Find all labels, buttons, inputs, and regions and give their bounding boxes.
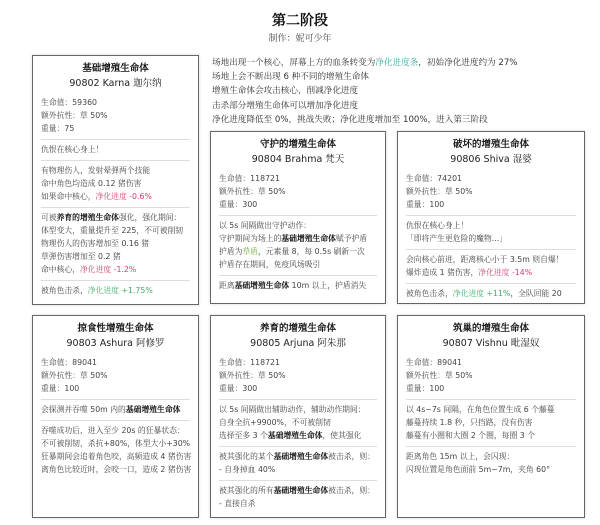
- divider: [406, 249, 576, 250]
- text-line: 草弹伤害增加至 0.2 猪: [41, 252, 121, 261]
- text-line: 以 4s~7s 间隔，在角色位置生成 6 个藤蔓: [406, 405, 555, 414]
- text-line: 「即将产生更危险的魔物...」: [406, 234, 507, 243]
- card-code: 90805 Arjuna 阿朱那: [250, 338, 346, 349]
- text-line: 有物理伤人，发射晕弹两个技能: [41, 166, 151, 175]
- text-line: 不可被削韧，杀抗+80%，体型大小+30%: [41, 439, 191, 448]
- stat-hp: 生命值：89041: [41, 358, 97, 367]
- text-line: 如果命中核心，净化进度 -0.6%: [41, 192, 152, 201]
- text-line: 藤蔓有小圈和大圈 2 个圈，每圈 3 个: [406, 431, 535, 440]
- text-line: 物理伤人的伤害增加至 0.16 猪: [41, 239, 150, 248]
- stat-hp: 生命值：118721: [219, 358, 280, 367]
- divider: [41, 399, 190, 400]
- divider: [219, 480, 377, 481]
- text-line: 会向核心前进，距离核心小于 3.5m 则自爆！: [406, 255, 564, 264]
- divider: [406, 446, 576, 447]
- stat-hp: 生命值：74201: [406, 174, 462, 183]
- intro-line: 击杀部分增殖生命体可以增加净化进度: [212, 100, 359, 111]
- text-line: 爆炸造成 1 猪伤害，净化进度 -14%: [406, 268, 533, 277]
- card-name: 守护的增殖生命体: [259, 139, 336, 150]
- intro-text: [212, 56, 517, 127]
- card-name: 筑巢的增殖生命体: [452, 323, 529, 334]
- text-line: 护盾为草盾，元素量 8，每 0.5s 刷新一次: [219, 247, 365, 256]
- stat-res: 额外抗性：草 50%: [219, 371, 286, 380]
- card-name: 养育的增殖生命体: [259, 323, 336, 334]
- divider: [219, 446, 377, 447]
- text-line: 会探测并吞噬 50m 内的基础增殖生命体: [41, 405, 181, 414]
- text-line: 离角色比较近时，会咬一口，造成 2 猪伤害: [41, 465, 192, 474]
- stat-weight: 重量：100: [406, 200, 445, 209]
- card-code: 90804 Brahma 梵天: [251, 154, 345, 165]
- card-code: 90803 Ashura 阿修罗: [66, 338, 165, 349]
- card-shiva: [397, 131, 585, 304]
- card-brahma: [210, 131, 386, 304]
- divider: [406, 215, 576, 216]
- text-line: 被其强化的某个基础增殖生命体被击杀，则：: [219, 452, 375, 461]
- divider: [406, 283, 576, 284]
- text-line: 以 5s 间隔做出守护动作：: [219, 221, 311, 230]
- text-line: 距离角色 15m 以上，会闪现：: [406, 452, 515, 461]
- card-arjuna: [210, 315, 386, 518]
- divider: [41, 139, 190, 140]
- stat-res: 额外抗性：草 50%: [406, 187, 473, 196]
- page-title: 第二阶段: [272, 13, 328, 29]
- text-line: 命中核心，净化进度 -1.2%: [41, 265, 137, 274]
- text-line: 被角色击杀，净化进度 +11%，全队回能 20: [406, 289, 562, 298]
- text-line: 距离基础增殖生命体 10m 以上，护盾消失: [219, 281, 367, 290]
- text-line: 以 5s 间隔做出辅助动作，辅助动作期间：: [219, 405, 366, 414]
- text-line: 被角色击杀，净化进度 +1.75%: [41, 286, 153, 295]
- stat-res: 额外抗性：草 50%: [406, 371, 473, 380]
- card-name: 掠食性增殖生命体: [77, 323, 154, 334]
- intro-line: 场地上会不断出现 6 种不同的增殖生命体: [212, 72, 370, 83]
- card-name: 破坏的增殖生命体: [452, 139, 529, 150]
- text-line: 狂暴期间会追着角色咬，高频造成 4 猪伤害: [41, 452, 192, 461]
- intro-line: 场地出现一个核心，屏幕上方的血条转变为净化进度条，初始净化进度约为 27%: [212, 58, 518, 68]
- author-credit: 制作：妮可少年: [268, 34, 332, 44]
- text-line: 选择至多 3 个基础增殖生命体，使其强化: [219, 431, 362, 440]
- stat-weight: 重量：300: [219, 200, 258, 209]
- text-line: 闪现位置是角色面前 5m~7m，夹角 60°: [406, 465, 550, 474]
- stat-hp: 生命值：89041: [406, 358, 462, 367]
- stat-res: 额外抗性：草 50%: [41, 371, 108, 380]
- text-line: 守护期间为场上的基础增殖生命体赋予护盾: [219, 234, 368, 243]
- intro-line: 净化进度降低至 0%，挑战失败；净化进度增加至 100%，进入第三阶段: [212, 114, 488, 125]
- text-line: 可被养育的增殖生命体强化，强化期间：: [41, 213, 182, 222]
- stat-res: 额外抗性：草 50%: [219, 187, 286, 196]
- text-line: 被其强化的所有基础增殖生命体被击杀，则：: [219, 486, 375, 495]
- card-name: 基础增殖生命体: [82, 63, 149, 74]
- stat-weight: 重量：100: [406, 384, 445, 393]
- text-line: 体型变大，重量提升至 225，不可被削韧: [41, 226, 184, 235]
- stat-res: 额外抗性：草 50%: [41, 111, 108, 120]
- divider: [219, 215, 377, 216]
- stat-hp: 生命值：118721: [219, 174, 280, 183]
- divider: [41, 280, 190, 281]
- text-line: 藤蔓持续 1.8 秒，只挡路，没有伤害: [406, 418, 533, 427]
- text-line: 护盾存在期间，免疫风场吸引: [219, 260, 321, 269]
- text-line: 吞噬成功后，进入至少 20s 的狂暴状态：: [41, 426, 185, 435]
- divider: [219, 399, 377, 400]
- text-line: 仇恨在核心身上！: [406, 221, 469, 230]
- divider: [219, 275, 377, 276]
- intro-line: 增殖生命体会攻击核心，削减净化进度: [212, 86, 359, 97]
- card-code: 90806 Shiva 湿婆: [450, 154, 532, 165]
- divider: [406, 399, 576, 400]
- stat-weight: 重量：100: [41, 384, 80, 393]
- stat-hp: 生命值：59360: [41, 98, 97, 107]
- card-karna: [32, 55, 199, 305]
- divider: [41, 420, 190, 421]
- text-line: 命中角色均造成 0.12 猪伤害: [41, 179, 142, 188]
- divider: [41, 160, 190, 161]
- card-code: 90802 Karna 迦尔纳: [69, 78, 162, 89]
- text-line: 仇恨在核心身上！: [41, 145, 104, 154]
- card-vishnu: [397, 315, 585, 518]
- text-line: - 自身掉血 40%: [219, 465, 276, 474]
- stat-weight: 重量：300: [219, 384, 258, 393]
- text-line: 自身全抗+9900%，不可被削韧: [219, 418, 331, 427]
- card-ashura: [32, 315, 199, 518]
- divider: [41, 207, 190, 208]
- text-line: - 直接自杀: [219, 499, 256, 508]
- stat-weight: 重量：75: [41, 124, 75, 133]
- card-code: 90807 Vishnu 毗湿奴: [442, 338, 540, 349]
